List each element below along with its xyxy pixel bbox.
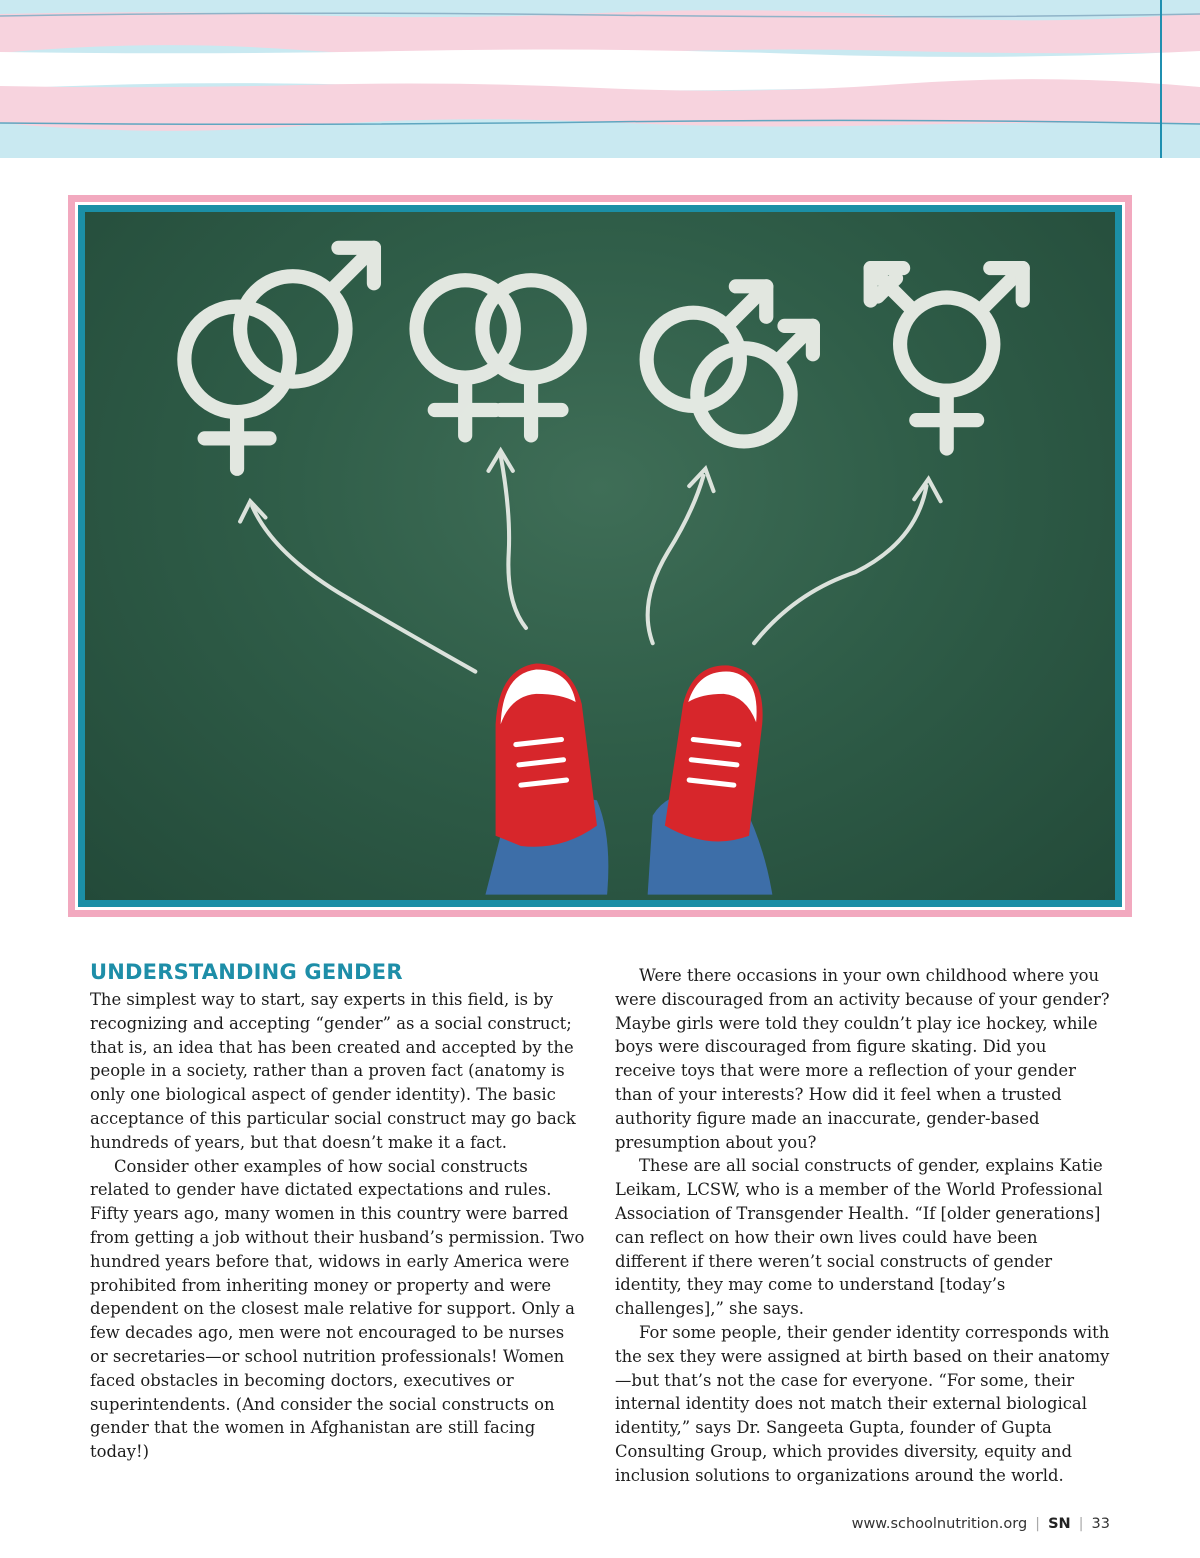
- banner-edge-rule: [1160, 0, 1162, 158]
- paragraph: These are all social constructs of gender, explains Katie Leikam, LCSW, who is a member of the World Professional Association of Transgender Health. “If [older generations] can reflect on how their own lives could have been different if there weren’t social constructs of gender identity, they may come to understand [today’s challenges],” she says.: [615, 1156, 1103, 1319]
- paragraph: Were there occasions in your own childhood where you were discouraged from an activity because of your gender? Maybe girls were told they couldn’t play ice hockey, while boys were discouraged from figure skating. Did you receive toys that were more a reflection of your gender than of your interests? How did it feel when a trusted authority figure made an inaccurate, gender-based presumption about you?: [615, 966, 1110, 1152]
- sneakers-and-jeans: [485, 663, 772, 894]
- double-female-symbol-icon: [417, 280, 580, 435]
- photo-frame-teal: [78, 205, 1122, 907]
- chalkboard-photo: [85, 212, 1115, 900]
- paragraph: The simplest way to start, say experts in this field, is by recognizing and accepting “gender” as a social construct; that is, an idea that has been created and accepted by the people in a society, rather than a proven fact (anatomy is only one biological aspect of gender identity). The basic acceptance of this particular social construct may go back hundreds of years, but that doesn’t make it a fact.: [90, 990, 576, 1152]
- page-number: 33: [1091, 1516, 1110, 1532]
- double-male-symbol-icon: [647, 286, 813, 441]
- footer-separator: |: [1078, 1516, 1084, 1532]
- transgender-symbol-icon: [871, 268, 1023, 448]
- footer-magazine: SN: [1048, 1516, 1071, 1532]
- article-column-left: [90, 960, 585, 1464]
- photo-frame: [68, 195, 1132, 917]
- footer-url: www.schoolnutrition.org: [851, 1516, 1028, 1532]
- male-female-symbol-icon: [184, 248, 374, 469]
- chalk-arrows: [240, 451, 941, 672]
- article-column-right: [615, 964, 1110, 1488]
- page-footer: [852, 1516, 1110, 1532]
- footer-separator: |: [1035, 1516, 1041, 1532]
- top-stripe-banner: [0, 0, 1200, 158]
- paragraph: For some people, their gender identity corresponds with the sex they were assigned at birth based on their anatomy—but that’s not the case for everyone. “For some, their internal identity does not match their external biological identity,” says Dr. Sangeeta Gupta, founder of Gupta Consulting Group, which provides diversity, equity and inclusion solutions to organizations around the world.: [615, 1322, 1110, 1485]
- paragraph: Consider other examples of how social constructs related to gender have dictated expectations and rules. Fifty years ago, many women in this country were barred from getting a job without their husband’s permission. Two hundred years before that, widows in early America were prohibited from inheriting money or property and were dependent on the closest male relative for support. Only a few decades ago, men were not encouraged to be nurses or secretaries—or school nutrition professionals! Women faced obstacles in becoming doctors, executives or superintendents. (And consider the social constructs on gender that the women in Afghanistan are still facing today!): [90, 1156, 585, 1462]
- chalkboard-illustration: [85, 212, 1115, 900]
- section-heading: UNDERSTANDING GENDER: [90, 960, 403, 984]
- paper-stripes-graphic: [0, 0, 1200, 158]
